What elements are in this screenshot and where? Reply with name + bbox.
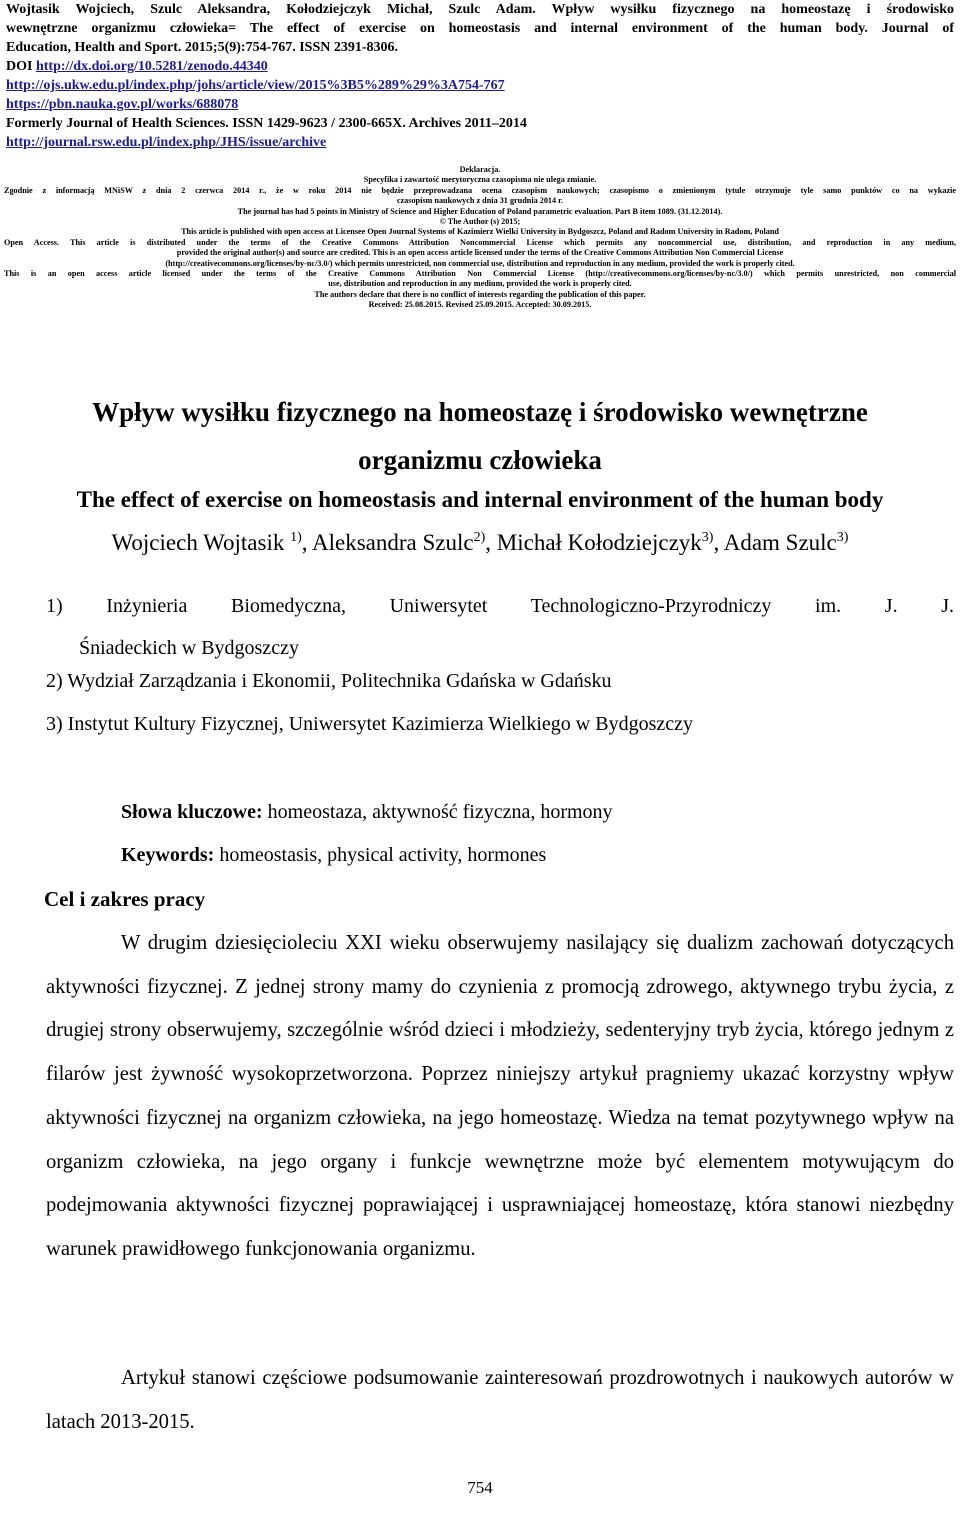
notice-conflict: The authors declare that there is no conflict of interests regarding the publication of this paper.	[314, 289, 646, 299]
section-heading: Cel i zakres pracy	[44, 887, 206, 911]
pbn-link[interactable]: https://pbn.nauka.gov.pl/works/688078	[6, 97, 239, 112]
title-polish	[0, 388, 960, 484]
author-name: Michał Kołodziejczyk	[496, 530, 702, 555]
author-name: Adam Szulc	[723, 530, 837, 555]
author-name: Wojciech Wojtasik	[111, 530, 285, 555]
notice-copyright: © The Author (s) 2015;	[439, 217, 521, 227]
author-affiliation-mark: 1)	[290, 530, 302, 545]
notice-license-cont: use, distribution and reproduction in any medium, provided the work is properly cited.	[328, 279, 632, 289]
notice-specyfika: Specyfika i zawartość merytoryczna czasopisma nie ulega zmianie.	[363, 175, 597, 185]
author-affiliation-mark: 3)	[836, 530, 849, 545]
body-paragraph: Artykuł stanowi częściowe podsumowanie zainteresowań prozdrowotnych i naukowych autorów w latach 2013-2015.	[46, 1367, 954, 1433]
notice-open-access-cont: (http://creativecommons.org/licenses/by-nc/3.0/) which permits unrestricted, non commercial use, distribution and reproduction in any medium, provided the work is properly cited.	[165, 258, 795, 268]
journal-notice	[0, 165, 960, 311]
formerly-line: Formerly Journal of Health Sciences. ISSN 1429-9623 / 2300-665X. Archives 2011–2014	[6, 116, 527, 131]
notice-license: This is an open access article licensed under the terms of the Creative Commons Attribution Non Commercial License (http://creativecommons.org/licenses/by-nc/3.0/) which permits unrestricted, non commercial	[4, 269, 956, 279]
affiliation-1	[46, 585, 954, 669]
doi-label: DOI	[6, 59, 36, 74]
keywords-polish-label: Słowa kluczowe:	[121, 801, 263, 823]
body-paragraph: W drugim dziesięcioleciu XXI wieku obserwujemy nasilający się dualizm zachowań dotyczących aktywności fizycznej. Z jednej strony mamy do czynienia z promocją zdrowego, aktywnego trybu życia, z drugiej strony obserwujemy, szczególnie wśród dzieci i młodzieży, sedenteryjny tryb życia, którego jednym z filarów jest żywność wysokoprzetworzona. Poprzez niniejszy artykuł pragniemy ukazać korzystny wpływ aktywności fizycznej na organizm człowieka, na jego homeostazę. Wiedza na temat pozytywnego wpływ na organizm człowieka, na jego organy i funkcje wewnętrzne może być elementem motywującym do podejmowania aktywności fizycznej poprawiającej i usprawniającej homeostazę, która stanowi niezbędny warunek prawidłowego funkcjonowania organizmu.	[46, 932, 954, 1260]
page-number: 754	[467, 1478, 493, 1497]
notice-deklaracja: Deklaracja.	[459, 165, 501, 174]
notice-dates: Received: 25.08.2015. Revised 25.09.2015. Accepted: 30.09.2015.	[368, 300, 592, 310]
title-polish-line: organizmu człowieka	[358, 445, 602, 475]
keywords-english-value: homeostasis, physical activity, hormones	[214, 844, 547, 866]
author-affiliation-mark: 3)	[701, 530, 714, 545]
citation-line: Wojtasik Wojciech, Szulc Aleksandra, Kołodziejczyk Michał, Szulc Adam. Wpływ wysiłku fizycznego na homeostazę i środowisko	[6, 2, 954, 17]
citation-line: Education, Health and Sport. 2015;5(9):754-767. ISSN 2391-8306.	[6, 40, 399, 55]
doi-link[interactable]: http://dx.doi.org/10.5281/zenodo.44340	[35, 59, 268, 74]
affiliation-1-line: 1) Inżynieria Biomedyczna, Uniwersytet Technologiczno-Przyrodniczy im. J. J.	[46, 595, 954, 617]
citation-header	[6, 0, 954, 152]
notice-zgodnie: Zgodnie z informacją MNiSW z dnia 2 czerwca 2014 r., że w roku 2014 nie będzie przeprowadzana ocena czasopism naukowych; czasopismo o zmienionym tytule otrzymuje tyle samo punktów co na wykazie	[4, 185, 956, 195]
affiliation-2: 2) Wydział Zarządzania i Ekonomii, Politechnika Gdańska w Gdańsku	[46, 670, 612, 692]
archive-link[interactable]: http://journal.rsw.edu.pl/index.php/JHS/issue/archive	[6, 135, 327, 150]
affiliation-1-cont: Śniadeckich w Bydgoszczy	[79, 637, 299, 659]
title-polish-line: Wpływ wysiłku fizycznego na homeostazę i środowisko wewnętrzne	[92, 397, 868, 427]
doi-line	[6, 57, 954, 76]
article-link[interactable]: http://ojs.ukw.edu.pl/index.php/johs/article/view/2015%3B5%289%29%3A754-767	[6, 78, 505, 93]
keywords-english	[121, 844, 546, 867]
keywords-polish	[121, 801, 613, 824]
authors-line: Wojciech Wojtasik $^{1)}$, Aleksandra Szulc$^{2)}$, Michał Kołodziejczyk$^{3)}$, Adam Szulc$^{3)}$	[111, 530, 849, 555]
notice-published: This article is published with open access at Licensee Open Journal Systems of Kazimierz Wielki University in Bydgoszcz, Poland and Radom University in Radom, Poland	[181, 227, 779, 237]
citation-line: wewnętrzne organizmu człowieka= The effect of exercise on homeostasis and internal environment of the human body. Journal of	[6, 21, 954, 36]
author-name: Aleksandra Szulc	[312, 530, 474, 555]
title-english: The effect of exercise on homeostasis and internal environment of the human body	[76, 487, 884, 512]
keywords-english-label: Keywords:	[121, 844, 215, 866]
affiliation-3: 3) Instytut Kultury Fizycznej, Uniwersytet Kazimierza Wielkiego w Bydgoszczy	[46, 713, 693, 735]
keywords-polish-value: homeostaza, aktywność fizyczna, hormony	[262, 801, 613, 823]
notice-open-access-cont: provided the original author(s) and source are credited. This is an open access article licensed under the terms of the Creative Commons Attribution Non Commercial License	[176, 248, 784, 258]
notice-points: The journal has had 5 points in Ministry of Science and Higher Education of Poland parametric evaluation. Part B item 1089. (31.12.2014).	[237, 206, 723, 216]
notice-open-access: Open Access. This article is distributed under the terms of the Creative Commons Attribution Noncommercial License which permits any noncommercial use, distribution, and reproduction in any medium,	[4, 237, 956, 247]
notice-zgodnie-cont: czasopism naukowych z dnia 31 grudnia 2014 r.	[396, 196, 564, 206]
author-affiliation-mark: 2)	[473, 530, 486, 545]
